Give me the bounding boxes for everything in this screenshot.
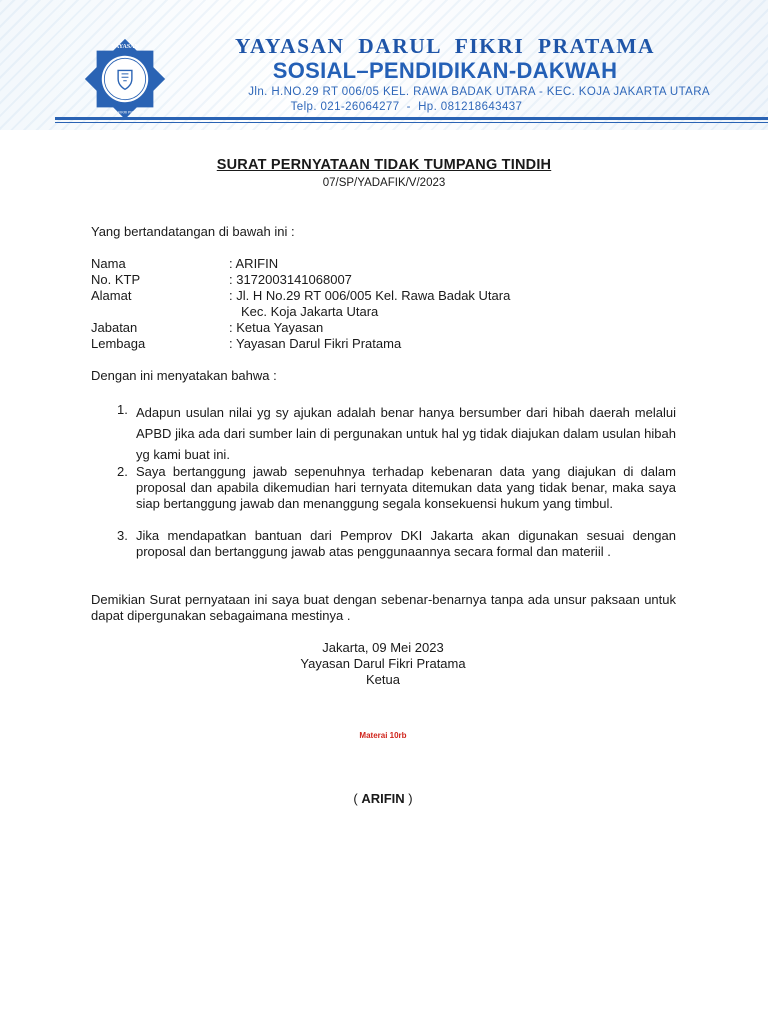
- identity-label-jabatan: Jabatan: [91, 320, 138, 335]
- identity-label-ktp: No. KTP: [91, 272, 141, 287]
- letterhead: [0, 0, 768, 130]
- letter-title: SURAT PERNYATAAN TIDAK TUMPANG TINDIH: [216, 157, 552, 173]
- letterhead-divider-thick: [55, 117, 768, 120]
- identity-value-alamat: : Jl. H No.29 RT 006/005 Kel. Rawa Badak Utara: [229, 288, 511, 303]
- list-item-text: Jika mendapatkan bantuan dari Pemprov DKI Jakarta akan digunakan sesuai dengan proposal dan bertanggung jawab atas penggunaannya secara formal dan materiil .: [136, 528, 676, 559]
- signatory-name: ARIFIN: [361, 791, 405, 806]
- list-item-text: Saya bertanggung jawab sepenuhnya terhadap kebenaran data yang diajukan di dalam proposal dan apabila dikemudian hari ternyata ditemukan data yang tidak benar, maka saya siap bertanggung jawab dan menanggung segala konsekuensi hukum yang timbul.: [136, 464, 676, 511]
- place-date: Jakarta, 09 Mei 2023: [322, 640, 444, 655]
- identity-value-jabatan: : Ketua Yayasan: [229, 320, 324, 335]
- list-item-text: Adapun usulan nilai yg sy ajukan adalah benar hanya bersumber dari hibah daerah melalui APBD jika ada dari sumber lain di pergunakan untuk hal yg tidak diajukan dalam usulan hibah yg kami buat ini.: [136, 405, 676, 462]
- identity-value-alamat-line2: Kec. Koja Jakarta Utara: [241, 304, 379, 319]
- signature-position: Ketua: [366, 672, 400, 687]
- signature-organization: Yayasan Darul Fikri Pratama: [300, 656, 466, 671]
- identity-label-nama: Nama: [91, 256, 126, 271]
- organization-address: Jln. H.NO.29 RT 006/05 KEL. RAWA BADAK UTARA - KEC. KOJA JAKARTA UTARA: [248, 86, 710, 98]
- identity-label-lembaga: Lembaga: [91, 336, 146, 351]
- list-item-number: 3.: [117, 528, 128, 543]
- list-item-number: 1.: [117, 402, 128, 417]
- organization-tagline: SOSIAL–PENDIDIKAN-DAKWAH: [272, 58, 618, 83]
- letter-reference-number: 07/SP/YADAFIK/V/2023: [322, 177, 446, 189]
- identity-label-alamat: Alamat: [91, 288, 132, 303]
- closing-paragraph: Demikian Surat pernyataan ini saya buat dengan sebenar-benarnya tanpa ada unsur paksaan untuk dapat dipergunakan sebagaimana mestinya .: [91, 592, 676, 623]
- letter-intro: Yang bertandatangan di bawah ini :: [91, 224, 295, 239]
- logo-text-top: YAYASAN: [111, 44, 139, 51]
- statement-intro: Dengan ini menyatakan bahwa :: [91, 368, 277, 383]
- signatory-open-paren: (: [353, 791, 362, 806]
- letterhead-divider-thin: [55, 122, 768, 123]
- signatory-name-line: [283, 791, 483, 806]
- organization-contact: Telp. 021-26064277 - Hp. 081218643437: [290, 101, 523, 113]
- logo-text-bottom: DARUL FIKRI PRATAMA: [105, 110, 145, 115]
- identity-value-ktp: : 3172003141068007: [229, 272, 352, 287]
- identity-value-nama: : ARIFIN: [229, 256, 279, 271]
- stamp-duty-note: Materai 10rb: [359, 731, 407, 740]
- yayasan-logo-icon: [82, 36, 168, 122]
- list-item-number: 2.: [117, 464, 128, 479]
- organization-name: YAYASAN DARUL FIKRI PRATAMA: [234, 34, 656, 58]
- identity-value-lembaga: : Yayasan Darul Fikri Pratama: [229, 336, 402, 351]
- signatory-close-paren: ): [404, 791, 413, 806]
